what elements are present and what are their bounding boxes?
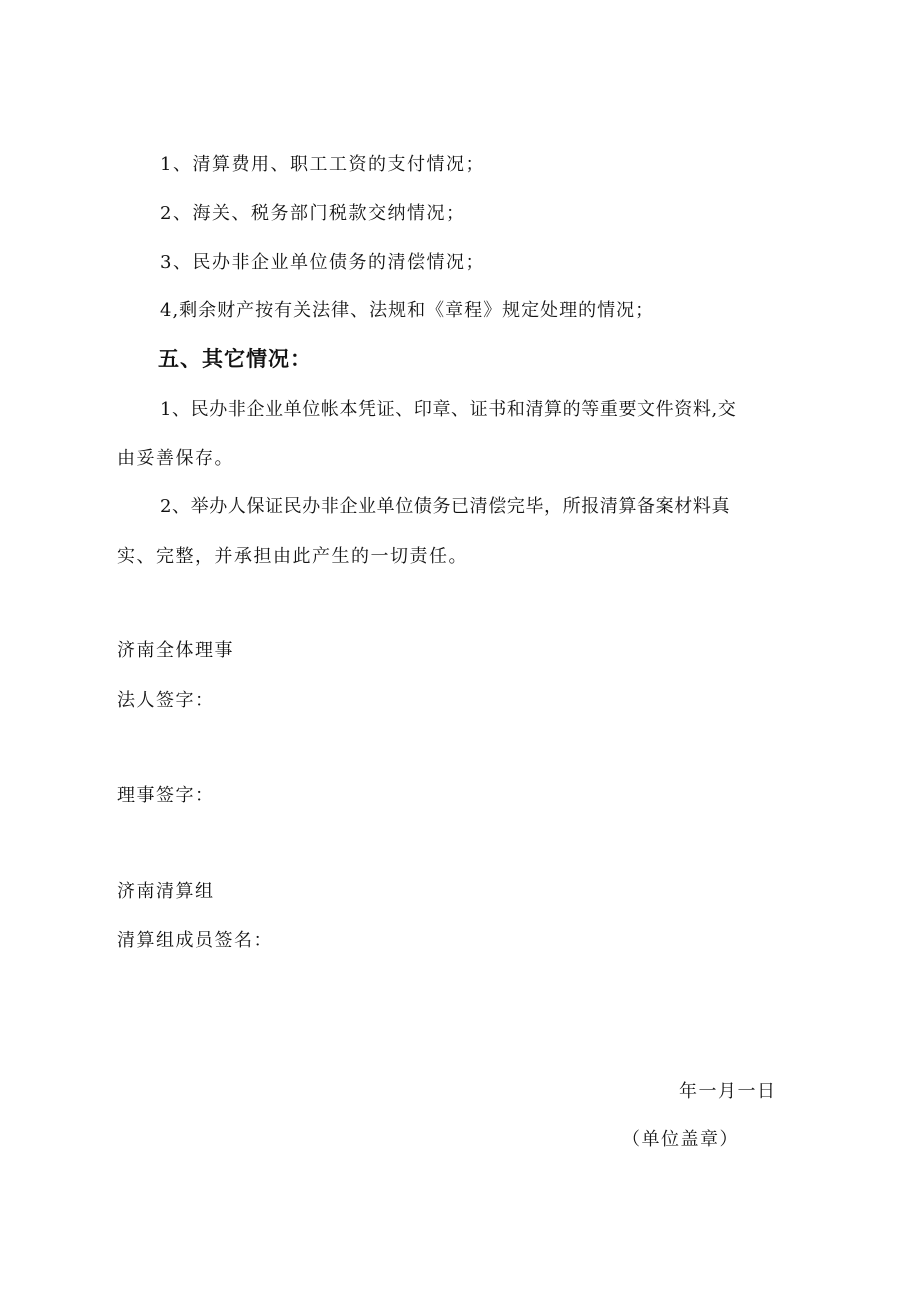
section5-item-1-line-1: 1、民办非企业单位帐本凭证、印章、证书和清算的等重要文件资料,交 xyxy=(160,399,737,420)
section4-item-2: 2、海关、税务部门税款交纳情况； xyxy=(160,203,466,224)
section5-heading: 五、其它情况： xyxy=(158,347,312,371)
liquidation-group-name: 济南清算组 xyxy=(117,881,215,902)
section5-item-2-line-1: 2、举办人保证民办非企业单位债务已清偿完毕，所报清算备案材料真 xyxy=(160,496,731,517)
section4-item-4: 4,剩余财产按有关法律、法规和《章程》规定处理的情况； xyxy=(160,300,655,321)
director-signature-label: 理事签字： xyxy=(117,785,215,806)
date-line: 年一月一日 xyxy=(679,1081,777,1102)
section4-item-1: 1、清算费用、职工工资的支付情况； xyxy=(160,154,485,175)
seal-label: （单位盖章） xyxy=(622,1129,739,1150)
section4-item-3: 3、民办非企业单位债务的清偿情况； xyxy=(160,252,485,273)
members-signature-label: 清算组成员签名： xyxy=(117,930,273,951)
section5-item-1-line-2: 由妥善保存。 xyxy=(117,448,234,469)
legal-signature-label: 法人签字： xyxy=(117,690,215,711)
section5-item-2-line-2: 实、完整，并承担由此产生的一切责任。 xyxy=(117,546,468,567)
board-org-name: 济南全体理事 xyxy=(117,640,234,661)
